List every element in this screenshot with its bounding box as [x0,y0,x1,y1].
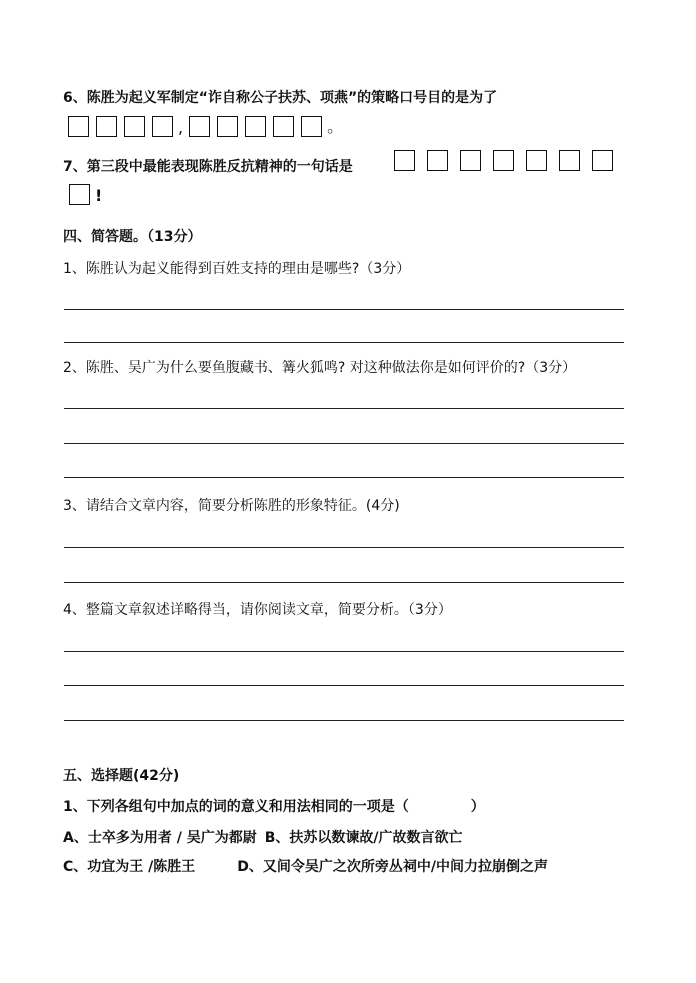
answer-box[interactable] [592,150,613,171]
answer-box[interactable] [217,116,238,137]
answer-line[interactable] [64,443,624,444]
section5-q1-options-cd [63,858,548,876]
answer-box[interactable] [68,116,89,137]
section4-title: 四、简答题。（13分） [63,229,202,245]
option-a: A、士卒多为用者 / 吴广为都尉 [63,830,257,846]
answer-box[interactable] [124,116,145,137]
answer-box[interactable] [189,116,210,137]
q6-text: 6、陈胜为起义军制定“诈自称公子扶苏、项燕”的策略口号目的是为了 [63,90,498,106]
answer-box[interactable] [69,184,90,205]
answer-box[interactable] [427,150,448,171]
answer-line[interactable] [64,547,624,548]
section5-title: 五、选择题(42分) [63,768,180,784]
answer-box[interactable] [526,150,547,171]
answer-box[interactable] [460,150,481,171]
q7-exclaim: ! [95,186,103,205]
q7-answer-boxes-row1 [394,150,613,171]
answer-line[interactable] [64,309,624,310]
answer-line[interactable] [64,582,624,583]
answer-box[interactable] [559,150,580,171]
option-c: C、功宜为王 /陈胜王 [63,859,196,875]
answer-box[interactable] [96,116,117,137]
answer-box[interactable] [301,116,322,137]
section4-question-3: 3、请结合文章内容，简要分析陈胜的形象特征。(4分) [63,498,400,514]
section5-q1-stem [63,798,485,816]
section4-question-1: 1、陈胜认为起义能得到百姓支持的理由是哪些?（3分） [63,261,411,277]
q6-period: 。 [327,117,344,136]
q6-answer-boxes [68,114,349,137]
q1-stem-end: ） [470,799,485,815]
section5-q1-options-ab [63,829,463,847]
q1-stem-text: 1、下列各组句中加点的词的意义和用法相同的一项是（ [63,799,409,815]
answer-box[interactable] [152,116,173,137]
q7-answer-boxes-row2 [69,184,108,205]
option-d: D、又间令吴广之次所旁丛祠中/中间力拉崩倒之声 [237,859,548,875]
section4-question-2: 2、陈胜、吴广为什么要鱼腹藏书、篝火狐鸣? 对这种做法你是如何评价的?（3分） [63,360,577,376]
answer-box[interactable] [245,116,266,137]
answer-line[interactable] [64,720,624,721]
answer-line[interactable] [64,342,624,343]
answer-line[interactable] [64,477,624,478]
answer-box[interactable] [394,150,415,171]
answer-line[interactable] [64,651,624,652]
answer-line[interactable] [64,685,624,686]
option-b: B、扶苏以数谏故/广故数言欲亡 [264,830,463,846]
answer-box[interactable] [273,116,294,137]
answer-line[interactable] [64,408,624,409]
q7-text: 7、第三段中最能表现陈胜反抗精神的一句话是 [63,159,353,175]
answer-box[interactable] [493,150,514,171]
section4-question-4: 4、整篇文章叙述详略得当，请你阅读文章，简要分析。（3分） [63,602,452,618]
q6-comma: , [178,118,184,137]
